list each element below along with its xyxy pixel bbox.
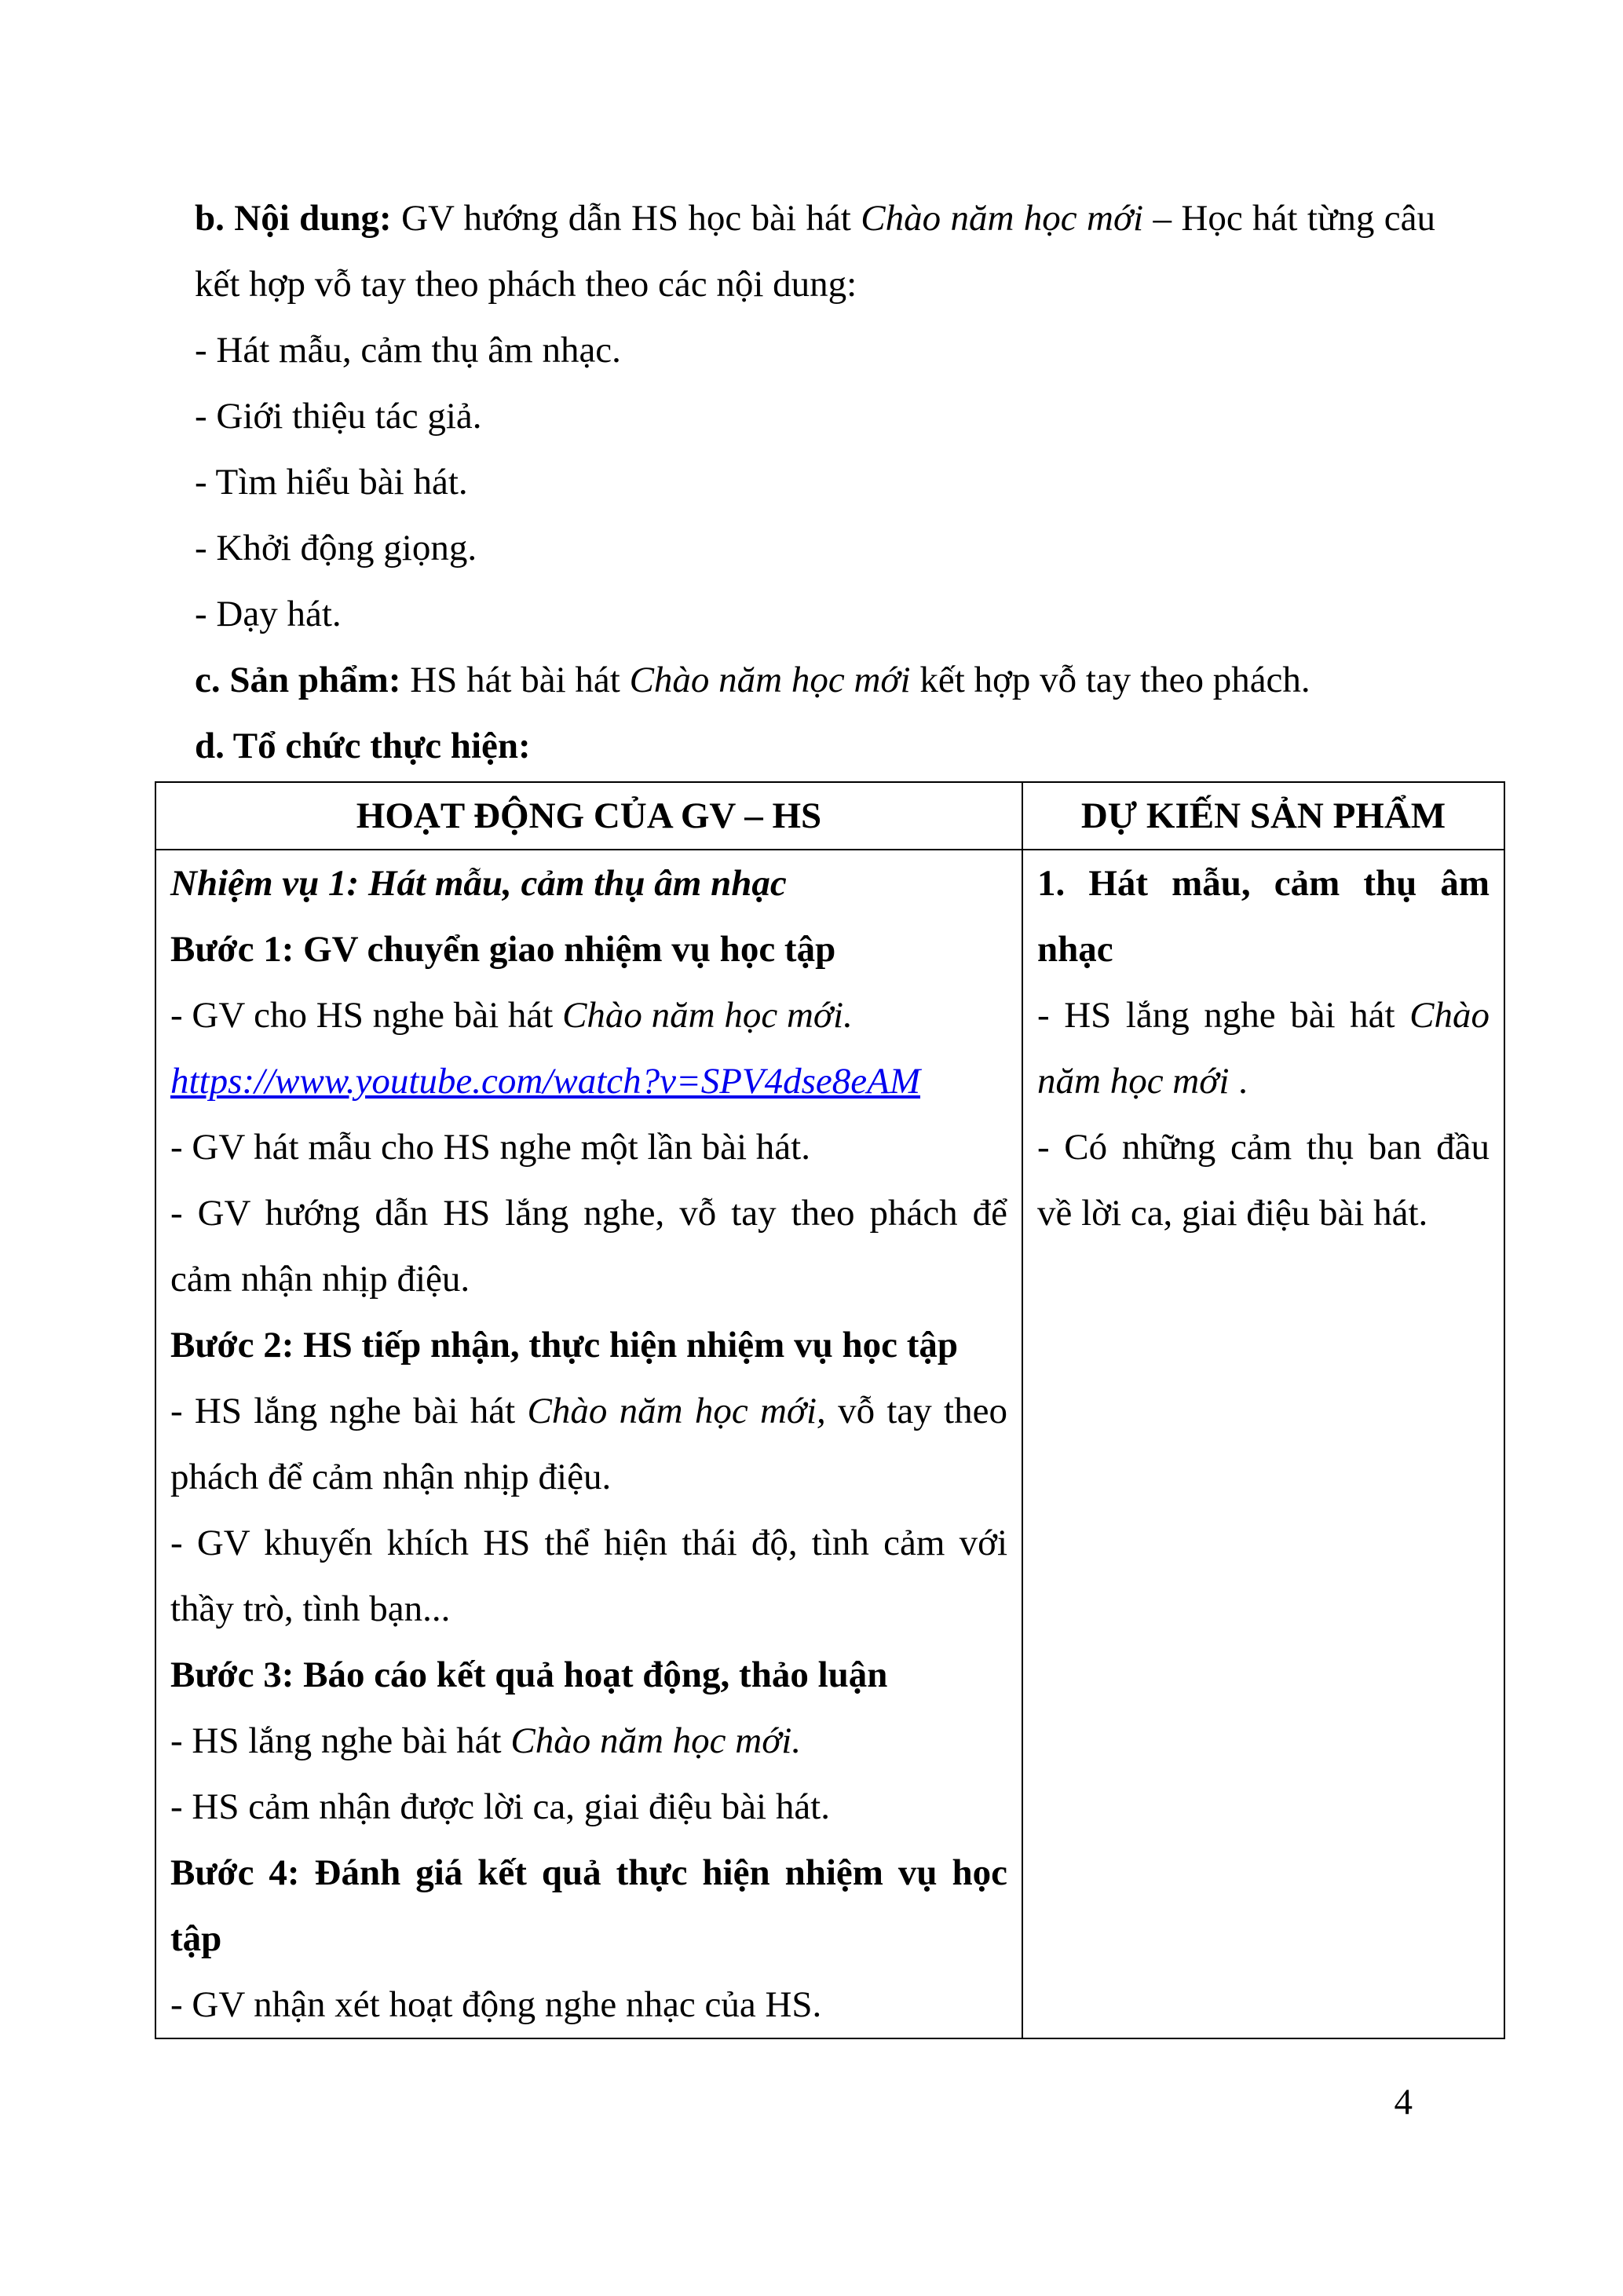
section-b-label: b. Nội dung:	[195, 198, 392, 239]
section-c-label: c. Sản phẩm:	[195, 660, 401, 700]
table-header-row	[155, 782, 1504, 850]
activities-cell: Nhiệm vụ 1: Hát mẫu, cảm thụ âm nhạc Bước 1: GV chuyển giao nhiệm vụ học tập - GV cho HS nghe bài hát Chào năm học mới. https://www.youtube.com/watch?v=SPV4dse8eAM - GV hát mẫu cho HS nghe một lần bài hát. - GV hướng dẫn HS lắng nghe, vỗ tay theo phách để cảm nhận nhịp điệu. Bước 2: HS tiếp nhận, thực hiện nhiệm vụ học tập - HS lắng nghe bài hát Chào năm học mới, vỗ tay theo phách để cảm nhận nhịp điệu. - GV khuyến khích HS thể hiện thái độ, tình cảm với thầy trò, tình bạn... Bước 3: Báo cáo kết quả hoạt động, thảo luận - HS lắng nghe bài hát Chào năm học mới. - HS cảm nhận được lời ca, giai điệu bài hát. Bước 4: Đánh giá kết quả thực hiện nhiệm vụ học tập - GV nhận xét hoạt động nghe nhạc của HS.	[155, 850, 1022, 2038]
list-item: - Khởi động giọng.	[195, 528, 477, 569]
table-row	[155, 850, 1504, 2038]
header-activities: HOẠT ĐỘNG CỦA GV – HS	[155, 782, 1022, 850]
list-item: - Tìm hiểu bài hát.	[195, 462, 468, 503]
step-2-title: Bước 2: HS tiếp nhận, thực hiện nhiệm vụ học tập	[170, 1325, 958, 1366]
expected-products-cell: 1. Hát mẫu, cảm thụ âm nhạc - HS lắng nghe bài hát Chào năm học mới . - Có những cảm thụ ban đầu về lời ca, giai điệu bài hát.	[1022, 850, 1504, 2038]
list-item: - Hát mẫu, cảm thụ âm nhạc.	[195, 330, 621, 371]
youtube-link[interactable]: https://www.youtube.com/watch?v=SPV4dse8eAM	[170, 1061, 921, 1102]
step-4-title: Bước 4: Đánh giá kết quả thực hiện nhiệm vụ học tập	[170, 1852, 1007, 1959]
section-d-label: d. Tổ chức thực hiện:	[195, 726, 531, 766]
song-title: Chào năm học mới	[861, 198, 1144, 239]
section-b	[195, 185, 1435, 779]
list-item: - Dạy hát.	[195, 594, 342, 634]
list-item: - Giới thiệu tác giả.	[195, 396, 482, 437]
section-c: c. Sản phẩm: HS hát bài hát Chào năm học mới kết hợp vỗ tay theo phách.	[195, 660, 1310, 700]
step-3-title: Bước 3: Báo cáo kết quả hoạt động, thảo luận	[170, 1654, 888, 1695]
header-expected-products: DỰ KIẾN SẢN PHẨM	[1022, 782, 1504, 850]
task-title: Nhiệm vụ 1: Hát mẫu, cảm thụ âm nhạc	[170, 863, 787, 904]
activity-table	[155, 781, 1505, 2039]
step-1-title: Bước 1: GV chuyển giao nhiệm vụ học tập	[170, 929, 836, 970]
section-d	[195, 713, 1435, 779]
song-title: Chào năm học mới	[629, 660, 911, 700]
page-number: 4	[1394, 2082, 1413, 2122]
product-title: 1. Hát mẫu, cảm thụ âm nhạc	[1037, 863, 1490, 970]
section-b-intro: b. Nội dung: GV hướng dẫn HS học bài hát Chào năm học mới – Học hát từng câu kết hợp vỗ tay theo phách theo các nội dung:	[195, 198, 1435, 305]
